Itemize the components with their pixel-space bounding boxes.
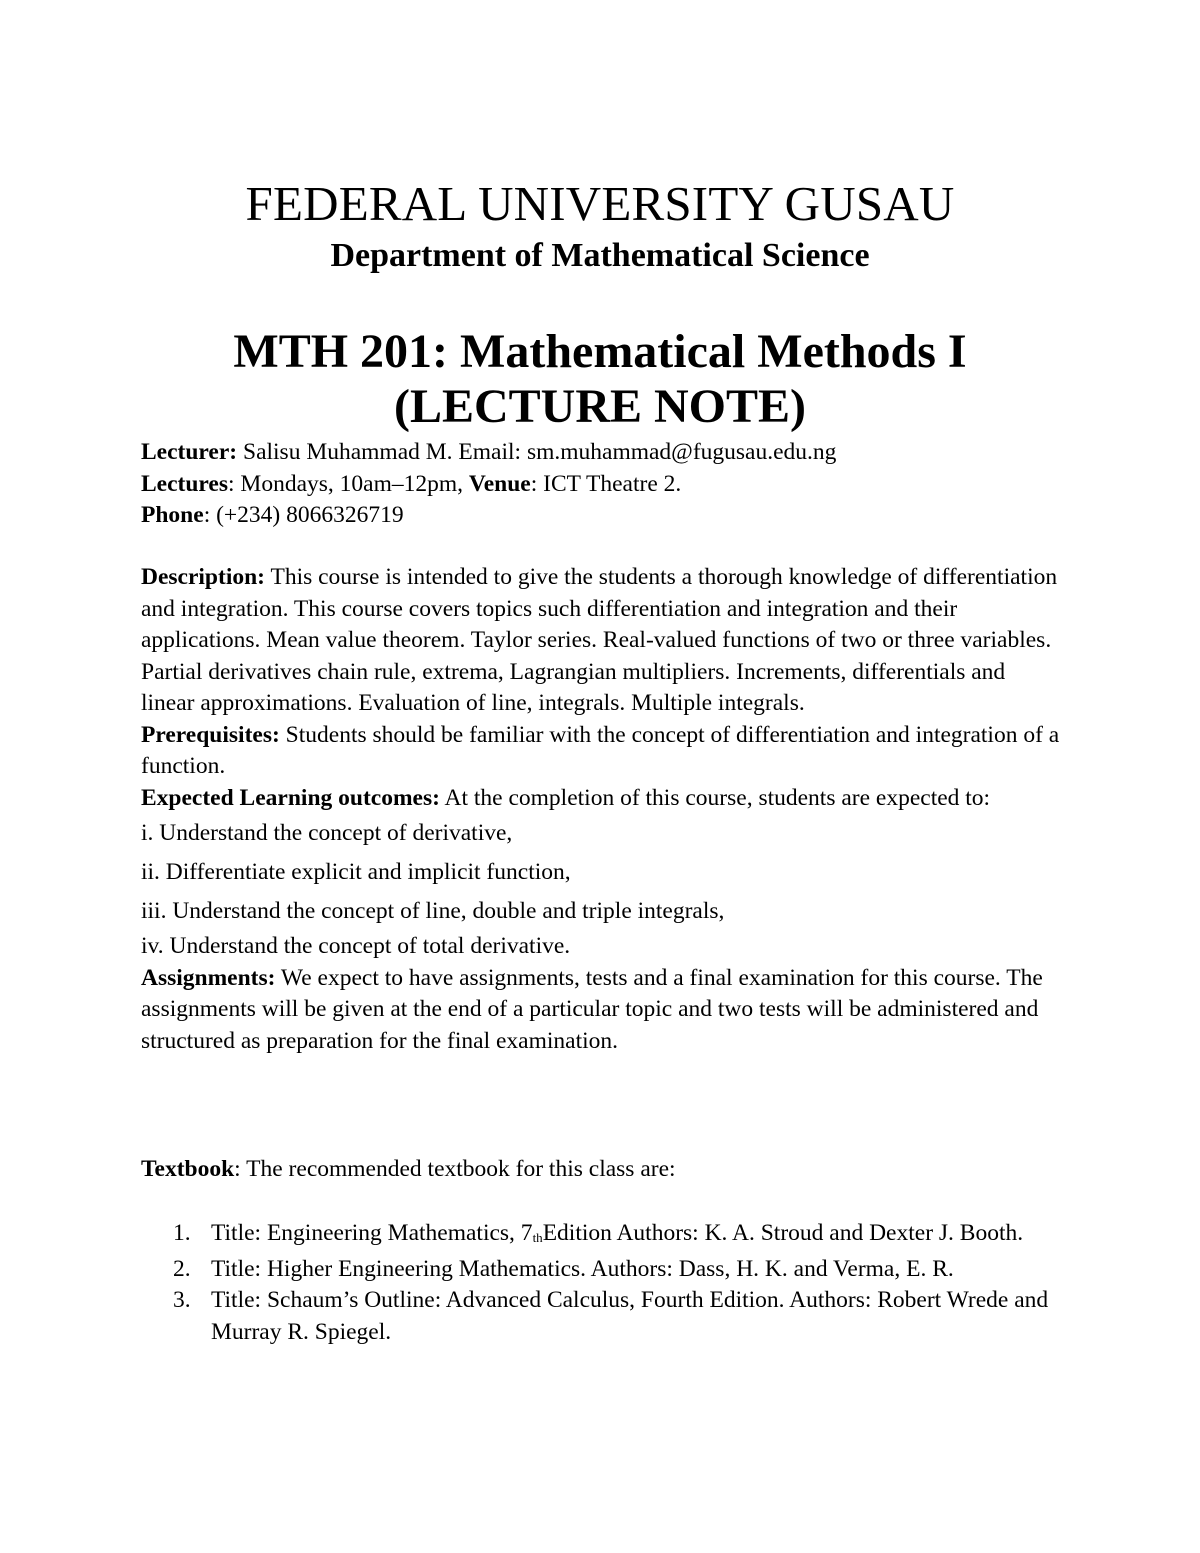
textbook-item-number: 2. (173, 1255, 191, 1282)
description-text: This course is intended to give the students a thorough knowledge of differentiation and integration. This course covers topics such differentiation and integration and their applications. Mean value theorem. Taylor series. Real-valued functions of two or three variables. Partial derivatives chain rule, extrema, Lagrangian multipliers. Increments, differentials and linear approximations. Evaluation of line, integrals. Multiple integrals. (141, 564, 1058, 716)
venue-value: : ICT Theatre 2. (530, 470, 682, 497)
venue-label: Venue (468, 470, 531, 497)
textbook-item (141, 1254, 1061, 1286)
outcomes-label: Expected Learning outcomes: (141, 784, 440, 811)
department-name: Department of Mathematical Science (330, 237, 870, 274)
course-details (141, 562, 1061, 1057)
assignments-label: Assignments: (141, 964, 276, 991)
textbook-label: Textbook (141, 1156, 235, 1182)
outcomes-list (141, 814, 1061, 963)
prerequisites-label: Prerequisites: (141, 721, 280, 748)
description-paragraph (141, 562, 1061, 720)
textbook-intro (141, 1154, 1061, 1186)
lectures-label: Lectures (141, 470, 229, 497)
phone-value: : (+234) 8066326719 (203, 502, 404, 528)
outcomes-paragraph (141, 783, 1061, 815)
phone-label: Phone (141, 502, 204, 528)
lecturer-label: Lecturer: (141, 439, 238, 465)
edition-suffix: th (532, 1230, 543, 1245)
textbook-item-rest: Edition Authors: K. A. Stroud and Dexter J. Booth. (542, 1220, 1024, 1246)
textbook-text: : The recommended textbook for this class are: (234, 1156, 676, 1182)
course-info (141, 437, 1061, 532)
description-label: Description: (141, 564, 266, 590)
lecturer-value: Salisu Muhammad M. Email: sm.muhammad@fugusau.edu.ng (237, 439, 837, 465)
outcomes-text: At the completion of this course, students are expected to: (439, 784, 991, 811)
course-title: MTH 201: Mathematical Methods I (233, 325, 967, 378)
textbook-line (141, 1154, 1061, 1186)
document-subtitle: (LECTURE NOTE) (393, 380, 807, 433)
lectures-value: : Mondays, 10am–12pm, (228, 470, 469, 497)
textbook-item-number: 3. (173, 1287, 191, 1313)
outcome-item: i. Understand the concept of derivative, (141, 820, 513, 846)
textbook-item-title: Title: Engineering Mathematics, 7 (211, 1220, 533, 1246)
textbook-item-title: Title: Higher Engineering Mathematics. Authors: Dass, H. K. and Verma, E. R. (211, 1255, 954, 1282)
outcome-item: iv. Understand the concept of total derivative. (141, 933, 571, 959)
outcome-item: ii. Differentiate explicit and implicit function, (141, 859, 571, 885)
textbook-item (141, 1285, 1061, 1348)
outcome-item: iii. Understand the concept of line, double and triple integrals, (141, 898, 725, 924)
textbook-item-number: 1. (173, 1220, 191, 1246)
textbook-item (141, 1218, 1061, 1254)
assignments-paragraph (141, 963, 1061, 1058)
lecturer-line (141, 437, 1061, 469)
textbook-list (141, 1218, 1061, 1348)
prerequisites-paragraph (141, 720, 1061, 783)
lectures-line (141, 469, 1061, 501)
prerequisites-text: Students should be familiar with the concept of differentiation and integration of a function. (141, 721, 1060, 779)
phone-line (141, 500, 1061, 532)
university-name: FEDERAL UNIVERSITY GUSAU (245, 176, 955, 231)
assignments-text: We expect to have assignments, tests and a final examination for this course. The assignments will be given at the end of a particular topic and two tests will be administered and structured as preparation for the final examination. (141, 964, 1043, 1054)
textbook-item-title: Title: Schaum’s Outline: Advanced Calculus, Fourth Edition. Authors: Robert Wrede and Murray R. Spiegel. (211, 1287, 1049, 1345)
